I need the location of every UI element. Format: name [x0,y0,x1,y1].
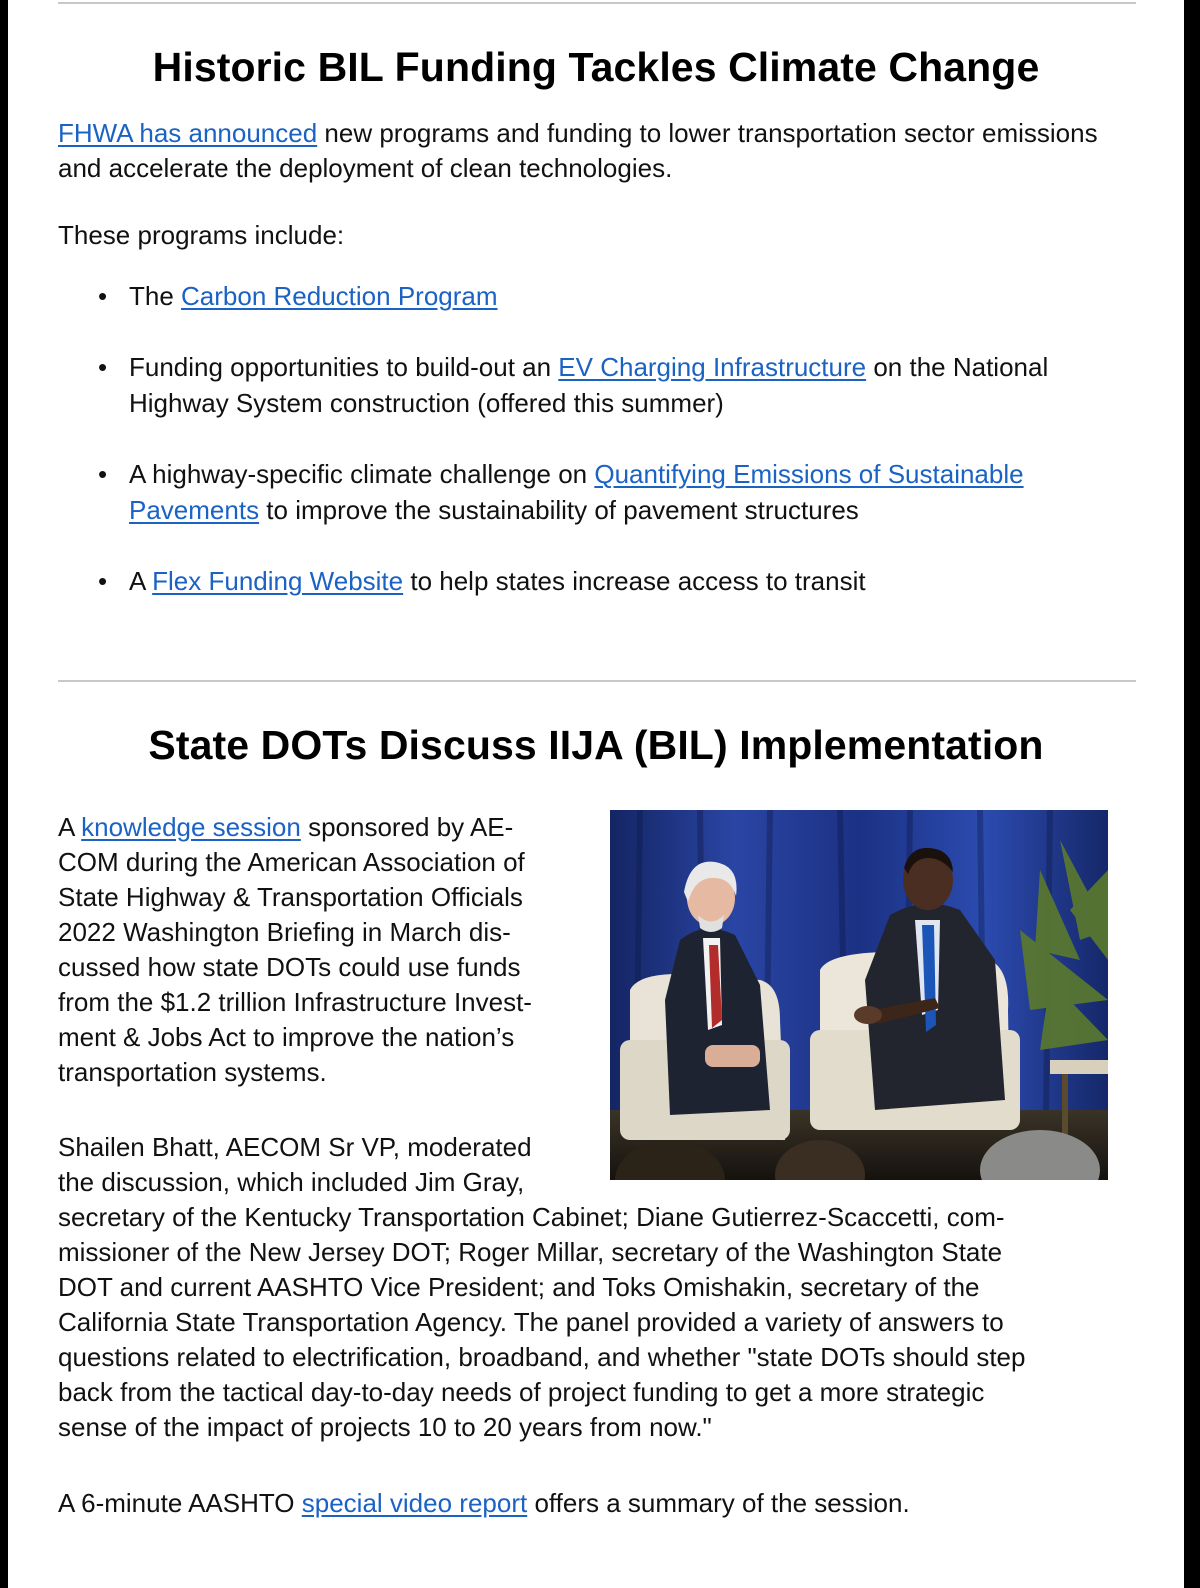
panel-discussion-photo [610,810,1108,1180]
text-line: questions related to electrification, broadband, and whether "state DOTs should step [58,1342,1026,1372]
intro-text: new programs and funding to lower transportation sector emissions and accelerate the deployment of clean technologies. [58,118,1098,183]
section-divider [58,680,1136,682]
text-line: California State Transportation Agency. The panel provided a variety of answers to [58,1307,1004,1337]
text-line: DOT and current AASHTO Vice President; and Toks Omishakin, secretary of the [58,1272,980,1302]
text-line: secretary of the Kentucky Transportation Cabinet; Diane Gutierrez-Scaccetti, com- [58,1202,1005,1232]
knowledge-session-paragraph [58,810,598,1090]
text-line: Shailen Bhatt, AECOM Sr VP, moderated [58,1132,532,1162]
top-divider [58,2,1136,4]
list-item: • The Carbon Reduction Program [58,278,1138,314]
text-line: missioner of the New Jersey DOT; Roger Millar, secretary of the Washington State [58,1237,1003,1267]
text-line: COM during the American Association of [58,847,525,877]
programs-list [58,278,1138,634]
list-item: • Funding opportunities to build-out an EV Charging Infrastructure on the National Highway System construction (offered this summer) [58,349,1138,421]
text-line: transportation systems. [58,1057,327,1087]
text-line: back from the tactical day-to-day needs of project funding to get a more strategic [58,1377,985,1407]
text-line: the discussion, which included Jim Gray, [58,1167,525,1197]
flex-funding-website-link[interactable]: Flex Funding Website [152,566,404,596]
video-report-paragraph: A 6-minute AASHTO special video report offers a summary of the session. [58,1488,910,1518]
list-item: • A highway-specific climate challenge on Quantifying Emissions of Sustainable Pavements to improve the sustainability of pavement structures [58,456,1138,528]
text-line: 2022 Washington Briefing in March dis- [58,917,511,947]
text-line: ment & Jobs Act to improve the nation’s [58,1022,515,1052]
text-line: cussed how state DOTs could use funds [58,952,521,982]
fhwa-announced-link[interactable]: FHWA has announced [58,118,318,148]
section-title-bil-funding: Historic BIL Funding Tackles Climate Change [152,44,1040,90]
bullet-icon: • [98,566,108,596]
carbon-reduction-program-link[interactable]: Carbon Reduction Program [181,281,498,311]
text-line: sense of the impact of projects 10 to 20 years from now." [58,1412,712,1442]
moderator-paragraph [58,1130,1128,1445]
newsletter-page [8,0,1184,1588]
ev-charging-infrastructure-link[interactable]: EV Charging Infrastructure [558,352,867,382]
text-line: State Highway & Transportation Officials [58,882,523,912]
quantifying-emissions-link[interactable]: Quantifying Emissions of Sustainable Pavements [129,459,1024,525]
programs-intro: These programs include: [58,220,345,250]
bullet-icon: • [98,281,108,311]
text-line: from the $1.2 trillion Infrastructure Invest- [58,987,532,1017]
special-video-report-link[interactable]: special video report [301,1488,528,1518]
list-item: • A Flex Funding Website to help states increase access to transit [58,563,1138,599]
bullet-icon: • [98,352,108,382]
text-line: A knowledge session sponsored by AE- [58,812,514,842]
section-title-state-dots: State DOTs Discuss IIJA (BIL) Implementation [148,722,1044,768]
knowledge-session-link[interactable]: knowledge session [81,812,301,842]
bullet-icon: • [98,459,108,489]
panel-photo-illustration [610,810,1108,1180]
intro-paragraph [58,116,1128,186]
